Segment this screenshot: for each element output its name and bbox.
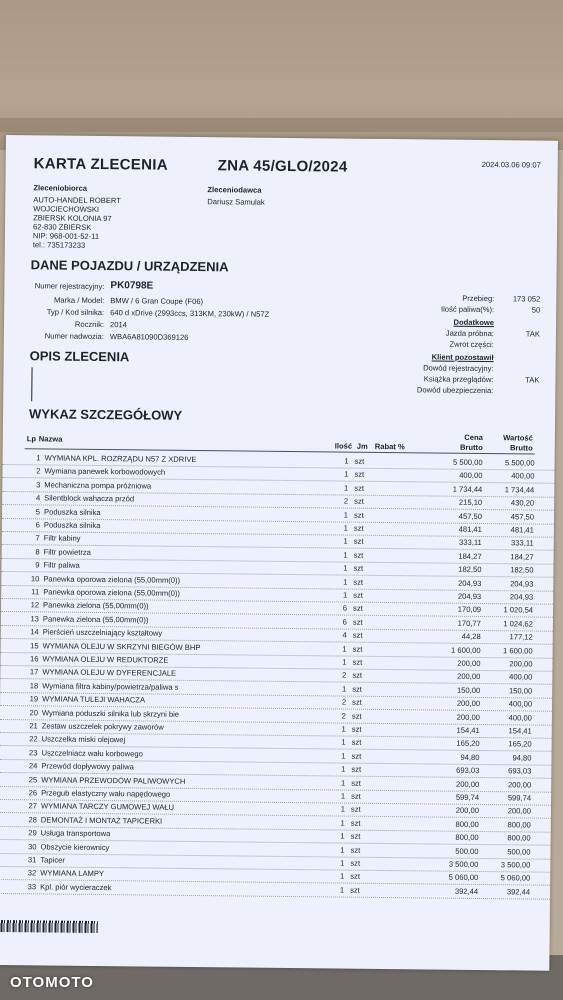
cell-lp: 15 <box>30 640 39 650</box>
cell-lp: 10 <box>30 573 40 583</box>
cell-unit: szt <box>351 764 362 774</box>
cell-value: 150,00 <box>508 686 533 696</box>
cell-lp: 2 <box>36 466 41 476</box>
cell-price: 182,50 <box>458 564 482 575</box>
extra-heading: Dodatkowe <box>453 317 495 328</box>
cell-value: 457,50 <box>510 511 535 522</box>
cell-unit: szt <box>350 845 361 855</box>
ordering-party-name: Dariusz Samulak <box>207 197 265 207</box>
cell-qty: 1 <box>343 563 348 573</box>
cell-price: 5 500,00 <box>452 457 483 468</box>
cell-name: Poduszka silnika <box>43 520 101 531</box>
client-address <box>33 195 121 250</box>
cell-name: Uszczelka miski olejowej <box>41 734 126 745</box>
cell-price: 481,41 <box>458 524 482 535</box>
cell-price: 800,00 <box>455 832 479 843</box>
order-description-heading: OPIS ZLECENIA <box>29 348 130 365</box>
cell-unit: szt <box>351 778 362 788</box>
cell-price: 184,27 <box>458 551 482 561</box>
col-qty: Ilość <box>334 441 353 451</box>
cell-name: Usługa transportowa <box>40 828 111 839</box>
cell-value: 400,00 <box>511 471 535 481</box>
col-discount: Rabat % <box>374 441 405 452</box>
cell-lp: 27 <box>28 801 38 811</box>
client-line: AUTO-HANDEL ROBERT <box>33 195 121 206</box>
cell-price: 5 060,00 <box>448 873 479 883</box>
cell-qty: 1 <box>342 657 347 667</box>
cell-price: 200,00 <box>457 672 481 682</box>
cell-value: 204,93 <box>509 592 534 602</box>
cell-value: 693,03 <box>508 766 532 776</box>
cell-value: 3 500,00 <box>500 860 531 870</box>
cell-value: 1 024,62 <box>503 619 533 629</box>
cell-unit: szt <box>352 671 363 681</box>
barcode-strip <box>0 920 98 933</box>
cell-value: 392,44 <box>506 887 531 897</box>
cell-qty: 1 <box>344 456 349 466</box>
cell-name: Panewka oporowa zielona (55,00mm(0)) <box>43 587 181 598</box>
cell-name: Filtr paliwa <box>43 560 80 570</box>
parts-return-label: Zwrot części: <box>449 339 494 350</box>
cell-unit: szt <box>350 885 360 895</box>
cell-name: Filtr powietrza <box>43 547 91 557</box>
client-line: NIP: 968-001-52-11 <box>32 231 100 241</box>
cell-qty: 2 <box>341 697 347 707</box>
cell-price: 400,00 <box>459 471 483 481</box>
vin-label: Numer nadwozia: <box>44 331 104 342</box>
cell-name: Kpl. piór wycieraczek <box>40 882 112 892</box>
cell-price: 200,00 <box>455 806 479 816</box>
cell-lp: 21 <box>29 721 38 731</box>
cell-price: 200,00 <box>456 698 481 709</box>
cell-unit: szt <box>352 630 363 640</box>
client-line: ZBIERSK KOLONIA 97 <box>33 213 112 224</box>
cell-qty: 1 <box>340 791 346 801</box>
cell-price: 599,74 <box>455 792 480 802</box>
cell-qty: 1 <box>344 483 349 493</box>
cell-unit: szt <box>353 537 364 547</box>
cell-value: 184,27 <box>510 552 534 562</box>
cell-value: 94,80 <box>512 753 532 763</box>
cell-lp: 24 <box>28 761 38 771</box>
cell-qty: 1 <box>343 577 348 587</box>
details-table-body <box>0 451 555 897</box>
cell-name: Panewka zielona (55,00mm(0)) <box>43 600 149 611</box>
cell-unit: szt <box>352 617 363 627</box>
cell-lp: 7 <box>35 533 40 543</box>
cell-value: 204,93 <box>510 578 534 589</box>
cell-value: 5 500,00 <box>504 458 535 468</box>
year-label: Rocznik: <box>74 319 105 330</box>
cell-lp: 23 <box>29 748 38 758</box>
cell-name: Uszczelniacz wału korbowego <box>41 748 143 759</box>
cell-lp: 17 <box>29 667 39 677</box>
cell-name: Silentblock wahacza przód <box>44 493 135 504</box>
cell-qty: 1 <box>340 831 345 841</box>
cell-unit: szt <box>352 644 363 654</box>
cell-price: 204,93 <box>458 578 482 588</box>
cell-name: Obszycie kierownicy <box>40 841 110 852</box>
cell-qty: 1 <box>341 737 346 747</box>
cell-lp: 20 <box>29 707 39 717</box>
cell-price: 200,00 <box>457 658 481 668</box>
fuel-label: Ilość paliwa(%): <box>440 304 495 315</box>
cell-lp: 1 <box>36 453 41 463</box>
cell-price: 154,41 <box>456 725 480 735</box>
cell-value: 800,00 <box>507 833 531 843</box>
client-line: tel.: 735173233 <box>32 240 86 250</box>
cell-unit: szt <box>351 724 362 734</box>
cell-name: WYMIANA PRZEWODÓW PALIWOWYCH <box>41 774 186 786</box>
cell-lp: 12 <box>30 600 40 610</box>
cell-price: 215,10 <box>458 497 483 508</box>
cell-unit: szt <box>353 550 364 560</box>
cell-qty: 1 <box>340 858 345 868</box>
cell-lp: 33 <box>27 882 37 892</box>
cell-value: 500,00 <box>507 846 531 857</box>
cell-value: 5 060,00 <box>500 873 531 883</box>
cell-name: WYMIANA TULEJI WAHACZA <box>42 694 146 705</box>
cell-lp: 16 <box>30 654 39 664</box>
cell-value: 430,20 <box>510 498 535 508</box>
cell-price: 457,50 <box>458 511 483 521</box>
cell-price: 165,20 <box>456 739 480 749</box>
cell-unit: szt <box>352 657 363 667</box>
cell-qty: 4 <box>342 630 347 640</box>
otomoto-watermark: OTOMOTO <box>10 974 94 991</box>
cell-unit: szt <box>352 697 362 707</box>
cell-qty: 2 <box>343 496 349 506</box>
cell-name: Panewka oporowa zielona (55,00mm(0)) <box>43 574 181 585</box>
cell-name: Tapicer <box>40 855 65 865</box>
cell-lp: 13 <box>30 614 39 624</box>
cell-qty: 2 <box>342 670 347 680</box>
cardboard-background <box>0 0 563 150</box>
cell-lp: 5 <box>35 506 41 516</box>
col-price-1: Cena <box>464 432 483 443</box>
mileage-label: Przebieg: <box>462 293 495 304</box>
cell-qty: 1 <box>339 871 345 881</box>
cell-unit: szt <box>350 858 361 868</box>
cell-lp: 19 <box>29 694 39 704</box>
cell-price: 150,00 <box>456 685 481 695</box>
cell-lp: 22 <box>29 734 38 744</box>
cell-unit: szt <box>353 523 364 533</box>
cell-price: 500,00 <box>455 846 479 856</box>
cell-name: Filtr kabiny <box>43 533 81 544</box>
cell-price: 170,09 <box>457 605 482 615</box>
fuel-value: 50 <box>531 305 541 315</box>
cell-price: 44,28 <box>461 631 481 642</box>
cell-value: 165,20 <box>508 739 532 749</box>
cell-qty: 1 <box>343 550 348 560</box>
cell-lp: 31 <box>27 855 37 865</box>
cell-unit: szt <box>353 590 363 600</box>
cell-name: Wymiana filtra kabiny/powietrza/paliwa s <box>42 681 179 692</box>
cell-unit: szt <box>354 483 365 493</box>
order-datetime: 2024.03.06 09:07 <box>481 159 541 170</box>
client-line: WOJCIECHOWSKI <box>33 204 100 214</box>
vehicle-heading: DANE POJAZDU / URZĄDZENIA <box>30 257 229 275</box>
reg-number-value: PK0798E <box>110 280 154 292</box>
cell-value: 200,00 <box>509 659 533 669</box>
cell-price: 94,80 <box>460 752 480 762</box>
col-name: Nazwa <box>38 434 63 444</box>
service-book-label: Książka przeglądów: <box>423 374 494 385</box>
cell-unit: szt <box>351 711 362 721</box>
cell-qty: 2 <box>341 711 346 721</box>
cell-name: Poduszka silnika <box>44 507 101 517</box>
reg-number-label: Numer rejestracyjny: <box>34 281 105 292</box>
cell-price: 3 500,00 <box>448 859 479 869</box>
cell-unit: szt <box>353 577 364 587</box>
col-value-2: Brutto <box>509 443 533 453</box>
cell-name: WYMIANA LAMPY <box>40 868 105 879</box>
cell-price: 392,44 <box>454 886 479 896</box>
cell-value: 200,00 <box>507 779 532 790</box>
cell-value: 200,00 <box>507 806 531 816</box>
document-title: KARTA ZLECENIA <box>33 155 168 174</box>
cell-lp: 32 <box>27 868 37 878</box>
cell-unit: szt <box>350 818 361 828</box>
cell-unit: szt <box>350 831 361 841</box>
cell-name: WYMIANA OLEJU W SKRZYNI BIEGÓW BHP <box>42 641 201 652</box>
cell-qty: 1 <box>341 684 347 694</box>
cell-lp: 3 <box>36 480 41 490</box>
cell-lp: 30 <box>28 841 37 851</box>
cell-qty: 1 <box>341 724 346 734</box>
cell-value: 177,12 <box>509 632 533 642</box>
cell-unit: szt <box>354 456 365 466</box>
year-value: 2014 <box>109 320 127 330</box>
cell-price: 200,00 <box>455 779 480 789</box>
cell-qty: 1 <box>343 510 349 520</box>
cell-price: 1 734,44 <box>452 484 483 494</box>
cell-qty: 1 <box>343 536 348 546</box>
cell-qty: 1 <box>341 764 346 774</box>
cell-lp: 11 <box>31 587 40 597</box>
cell-name: DEMONTAŻ I MONTAŻ TAPICERKI <box>40 815 163 826</box>
test-drive-value: TAK <box>525 329 540 339</box>
cell-name: WYMIANA KPL. ROZRZĄDU N57 Z XDRIVE <box>44 453 197 465</box>
engine-label: Typ / Kod silnika: <box>46 307 105 318</box>
cell-value: 1 020,54 <box>503 605 534 615</box>
col-price-2: Brutto <box>459 442 483 453</box>
cell-qty: 1 <box>340 778 346 788</box>
insurance-label: Dowód ubezpieczenia: <box>416 385 494 396</box>
service-book-value: TAK <box>525 375 540 385</box>
mileage-value: 173 052 <box>512 294 541 304</box>
cell-price: 200,00 <box>456 712 480 722</box>
cell-lp: 8 <box>35 547 40 557</box>
cell-value: 481,41 <box>510 525 534 535</box>
cell-value: 182,50 <box>510 565 534 575</box>
ordering-party-label: Zleceniodawca <box>207 185 262 195</box>
cell-name: Przewód dopływowy paliwa <box>41 761 134 772</box>
cell-price: 170,77 <box>457 618 481 628</box>
cell-qty: 1 <box>343 523 348 533</box>
make-model-label: Marka / Model: <box>53 295 105 306</box>
col-unit: Jm <box>356 441 368 451</box>
cell-value: 400,00 <box>509 672 533 682</box>
cell-value: 800,00 <box>507 820 531 830</box>
cell-value: 400,00 <box>508 699 533 709</box>
cell-unit: szt <box>353 563 364 573</box>
cell-lp: 25 <box>28 774 38 784</box>
client-label: Zleceniobiorca <box>33 183 88 193</box>
order-number: ZNA 45/GLO/2024 <box>217 157 348 176</box>
cell-unit: szt <box>353 510 364 520</box>
cell-value: 333,11 <box>511 538 534 548</box>
cell-unit: szt <box>350 872 361 882</box>
cell-qty: 6 <box>342 617 347 627</box>
cell-price: 204,93 <box>457 591 482 602</box>
details-heading: WYKAZ SZCZEGÓŁOWY <box>29 406 183 423</box>
cell-unit: szt <box>350 805 361 815</box>
engine-value: 640 d xDrive (2993ccs, 313KM, 230kW) / N57Z <box>110 308 270 319</box>
cell-unit: szt <box>354 470 365 480</box>
cell-lp: 28 <box>28 815 37 825</box>
cell-qty: 6 <box>342 603 348 613</box>
cell-qty: 1 <box>344 469 349 479</box>
make-model-value: BMW / 6 Gran Coupe (F06) <box>110 296 204 307</box>
cell-lp: 9 <box>35 560 40 570</box>
order-card-document <box>0 135 558 971</box>
cell-lp: 18 <box>29 681 39 691</box>
cell-price: 693,03 <box>456 765 480 776</box>
cell-name: Mechaniczna pompa próżniowa <box>44 480 152 491</box>
cell-name: Przegub elastyczny wału napędowego <box>41 788 171 799</box>
cell-name: WYMIANA TARCZY GUMOWEJ WAŁU <box>40 801 175 813</box>
col-lp: Lp <box>26 434 37 444</box>
cell-name: Pierścień uszczelniający kształtowy <box>42 627 163 638</box>
reg-doc-label: Dowód rejestracyjny: <box>423 363 494 374</box>
client-line: 62-830 ZBIERSK <box>32 222 92 232</box>
cell-qty: 1 <box>340 818 345 828</box>
cell-lp: 29 <box>28 828 37 838</box>
vin-value: WBA6A81090D369126 <box>109 332 189 342</box>
cell-price: 1 600,00 <box>451 645 481 655</box>
cell-name: WYMIANA OLEJU W REDUKTORZE <box>42 654 169 665</box>
cell-value: 1 600,00 <box>503 645 533 656</box>
cell-qty: 1 <box>340 845 345 855</box>
cell-name: Zestaw uszczelek pokrywy zaworów <box>41 721 164 732</box>
cell-qty: 1 <box>342 644 347 654</box>
cell-unit: szt <box>353 604 363 614</box>
cell-unit: szt <box>352 684 362 694</box>
cell-name: Panewka zielona (55,00mm(0)) <box>42 614 149 625</box>
cell-unit: szt <box>354 496 364 506</box>
cell-lp: 14 <box>30 627 39 637</box>
cell-name: Wymiana poduszki silnika lub skrzyni bie <box>41 708 180 719</box>
cell-lp: 26 <box>28 788 38 798</box>
cell-value: 400,00 <box>508 712 532 723</box>
cell-name: WYMIANA OLEJU W DYFERENCJALE <box>42 667 177 679</box>
cell-lp: 6 <box>35 520 40 530</box>
client-left-heading: Klient pozostawił <box>431 352 494 363</box>
cell-qty: 1 <box>340 804 346 814</box>
col-value-1: Wartość <box>503 433 533 443</box>
cell-unit: szt <box>351 751 362 761</box>
cell-value: 154,41 <box>508 726 532 736</box>
cell-price: 800,00 <box>455 819 479 829</box>
cell-value: 599,74 <box>507 793 532 803</box>
cell-name: Wymiana panewek korbowodowych <box>44 466 166 478</box>
cell-qty: 1 <box>342 590 348 600</box>
test-drive-label: Jazda próbna: <box>445 328 494 339</box>
cell-unit: szt <box>351 791 361 801</box>
cell-lp: 4 <box>35 493 41 503</box>
cell-qty: 1 <box>339 885 345 895</box>
cell-unit: szt <box>351 738 362 748</box>
cell-qty: 1 <box>341 751 346 761</box>
box-edge <box>0 118 563 132</box>
description-cursor-line <box>31 367 32 401</box>
cell-value: 1 734,44 <box>504 485 535 495</box>
cell-price: 333,11 <box>459 538 482 548</box>
